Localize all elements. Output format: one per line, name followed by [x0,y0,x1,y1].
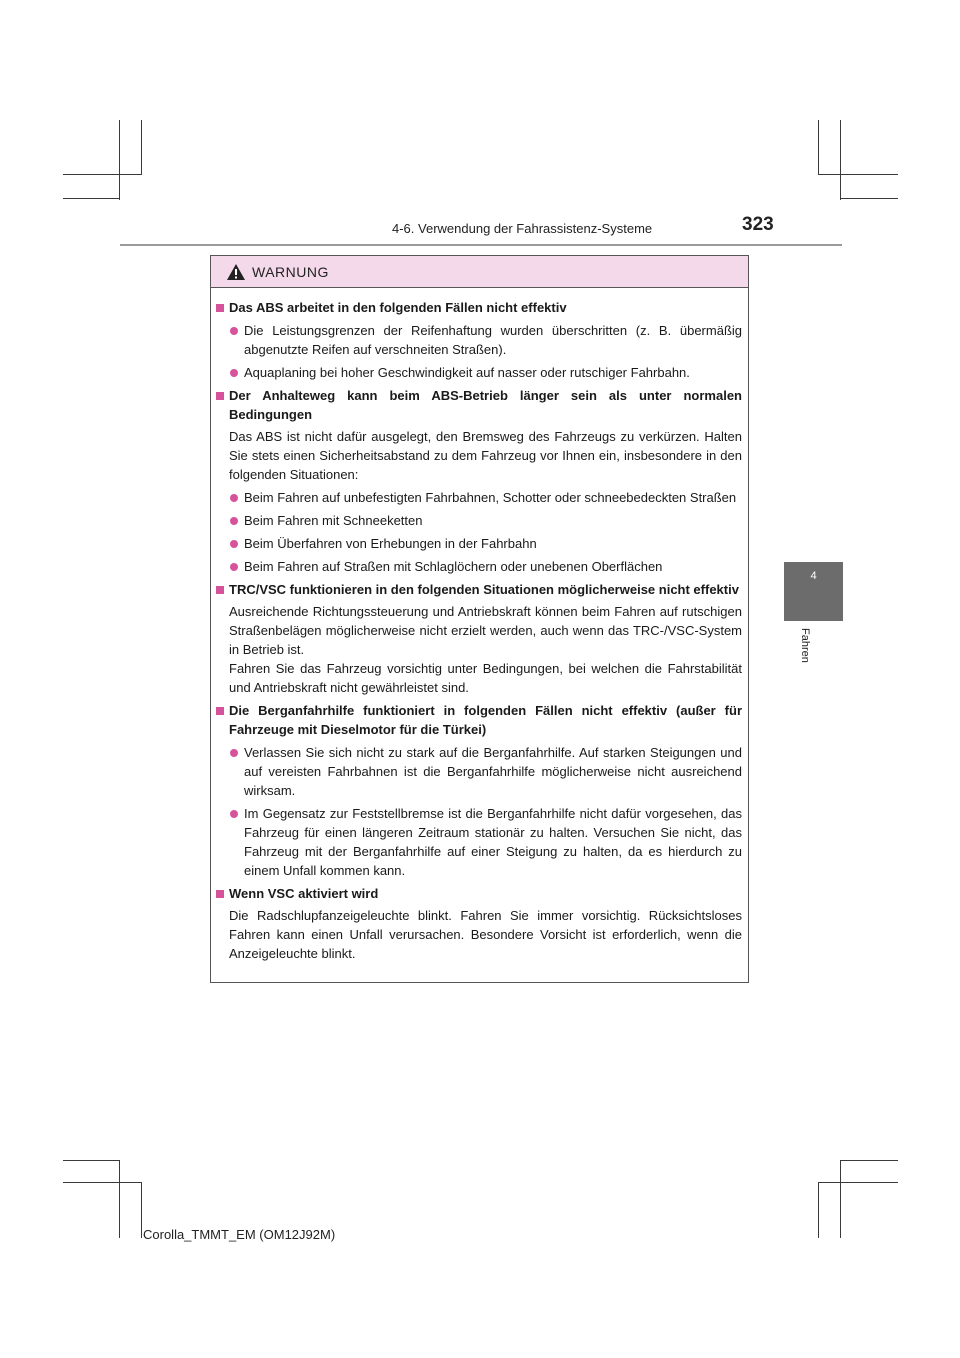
crop-mark [63,198,120,199]
chapter-number: 4 [810,570,817,582]
list-item: Beim Fahren auf Straßen mit Schlaglöchern oder unebenen Oberflächen [230,557,742,576]
crop-mark [840,1160,898,1161]
list-item: Beim Fahren auf unbefestigten Fahrbahnen, Schotter oder schneebedeckten Straßen [230,488,742,507]
list-item: Im Gegensatz zur Feststellbremse ist die Berganfahrhilfe nicht dafür vorgesehen, das Fahrzeug für einen längeren Zeitraum stationär zu halten. Versuchen Sie nicht, das Fahrzeug mit der Berganfahrhilfe auf einer Steigung zu halten, da es hierdurch zu einem Unfall kommen kann. [230,804,742,880]
crop-mark [141,120,142,174]
warning-box [210,255,749,983]
section-title: Der Anhalteweg kann beim ABS-Betrieb länger sein als unter normalen Bedingungen [216,386,742,424]
square-bullet-icon [216,586,224,594]
square-bullet-icon [216,707,224,715]
list-item: Die Leistungsgrenzen der Reifenhaftung wurden überschritten (z. B. übermäßig abgenutzte Reifen auf verschneiten Straßen). [230,321,742,359]
crop-mark [63,1182,142,1183]
square-bullet-icon [216,392,224,400]
bullet-dot-icon [230,749,238,757]
section-title: Die Berganfahrhilfe funktioniert in folgenden Fällen nicht effektiv (außer für Fahrzeuge mit Dieselmotor für die Türkei) [216,701,742,739]
list-item: Aquaplaning bei hoher Geschwindigkeit auf nasser oder rutschiger Fahrbahn. [230,363,742,382]
crop-mark [119,1160,120,1238]
list-item: Verlassen Sie sich nicht zu stark auf die Berganfahrhilfe. Auf starken Steigungen und auf vereisten Fahrbahnen ist die Berganfahrhilfe möglicherweise nicht ausreichend wirksam. [230,743,742,800]
page-number: 323 [742,214,774,235]
bullet-dot-icon [230,540,238,548]
square-bullet-icon [216,304,224,312]
bullet-dot-icon [230,369,238,377]
list-item: Beim Überfahren von Erhebungen in der Fahrbahn [230,534,742,553]
bullet-dot-icon [230,327,238,335]
paragraph: Die Radschlupfanzeigeleuchte blinkt. Fahren Sie immer vorsichtig. Rücksichtsloses Fahren kann einen Unfall verursachen. Besondere Vorsicht ist erforderlich, wenn die Anzeigeleuchte blinkt. [229,908,742,961]
warning-title: WARNUNG [252,263,329,280]
crop-mark [141,1182,142,1238]
chapter-label: Fahren [799,628,811,663]
square-bullet-icon [216,890,224,898]
warning-body [211,288,748,963]
crop-mark [818,120,819,174]
bullet-dot-icon [230,563,238,571]
crop-mark [840,120,841,200]
section-title: Das ABS arbeitet in den folgenden Fällen nicht effektiv [216,298,742,317]
section-heading: 4-6. Verwendung der Fahrassistenz-Systeme [392,221,653,236]
crop-mark [63,174,142,175]
section-title: TRC/VSC funktionieren in den folgenden Situationen möglicherweise nicht effektiv [216,580,742,599]
warning-triangle-icon [226,263,246,281]
chapter-tab [784,562,843,621]
crop-mark [119,120,120,200]
paragraph: Ausreichende Richtungssteuerung und Antriebskraft können beim Fahren auf rutschigen Straßenbelägen möglicherweise nicht erzielt werden, auch wenn das TRC-/VSC-System in Betrieb ist. Fahren Sie das Fahrzeug vorsichtig unter Bedingungen, bei welchen die Fahrstabilität und Antriebskraft nicht gewährleistet sind. [229,604,742,695]
warning-header [211,256,748,288]
section-title: Wenn VSC aktiviert wird [216,884,742,903]
bullet-dot-icon [230,517,238,525]
bullet-dot-icon [230,810,238,818]
crop-mark [840,198,898,199]
crop-mark [840,1160,841,1238]
bullet-dot-icon [230,494,238,502]
crop-mark [63,1160,120,1161]
crop-mark [818,1182,819,1238]
document-id: Corolla_TMMT_EM (OM12J92M) [143,1227,336,1242]
list-item: Beim Fahren mit Schneeketten [230,511,742,530]
header-divider [120,244,842,246]
crop-mark [818,174,898,175]
paragraph: Das ABS ist nicht dafür ausgelegt, den Bremsweg des Fahrzeugs zu verkürzen. Halten Sie stets einen Sicherheitsabstand zu dem Fahrzeug vor Ihnen ein, insbesondere in den folgenden Situationen: [229,429,742,482]
crop-mark [818,1182,898,1183]
